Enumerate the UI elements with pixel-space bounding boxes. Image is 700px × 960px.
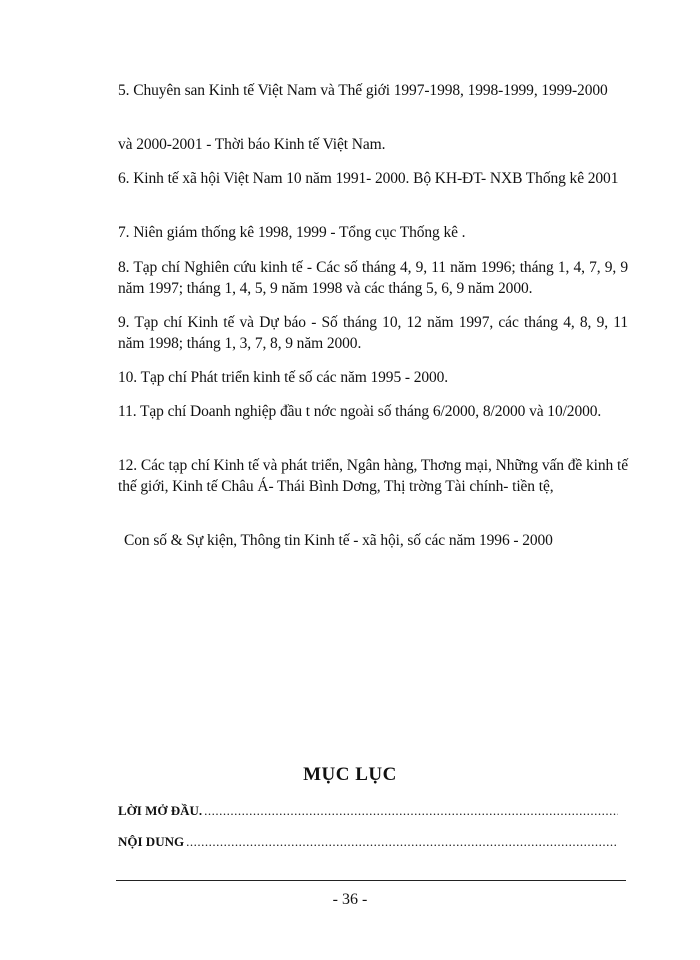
reference-item: và 2000-2001 - Thời báo Kinh tế Việt Nam. (118, 136, 386, 153)
reference-item: 5. Chuyên san Kinh tế Việt Nam và Thế giới 1997-1998, 1998-1999, 1999-2000 (118, 82, 608, 99)
toc-title: MỤC LỤC (303, 764, 397, 785)
reference-item: 9. Tạp chí Kinh tế và Dự báo - Số tháng 10, 12 năm 1997, các tháng 4, 8, 9, 11 năm 1998; tháng 1, 3, 7, 8, 9 năm 2000. (118, 314, 628, 352)
toc-dot-leader (204, 803, 618, 819)
toc-entry-noi-dung[interactable] (118, 834, 618, 850)
toc-dot-leader (186, 834, 618, 850)
reference-item: 8. Tạp chí Nghiên cứu kinh tế - Các số tháng 4, 9, 11 năm 1996; tháng 1, 4, 7, 9, 9 năm 1997; tháng 1, 4, 5, 9 năm 1998 và các tháng 5, 6, 9 năm 2000. (118, 259, 628, 297)
reference-item: Con số & Sự kiện, Thông tin Kinh tế - xã hội, số các năm 1996 - 2000 (124, 532, 553, 549)
page-number: - 36 - (332, 891, 368, 908)
footer-divider (116, 880, 626, 881)
reference-item: 6. Kinh tế xã hội Việt Nam 10 năm 1991- 2000. Bộ KH-ĐT- NXB Thống kê 2001 (118, 170, 619, 187)
toc-entry-loi-mo-dau[interactable] (118, 803, 618, 819)
reference-item: 10. Tạp chí Phát triển kinh tế số các năm 1995 - 2000. (118, 369, 449, 386)
reference-item: 7. Niên giám thống kê 1998, 1999 - Tổng cục Thống kê . (118, 224, 466, 241)
toc-entry-label: NỘI DUNG (118, 834, 185, 849)
reference-item: 11. Tạp chí Doanh nghiệp đầu t nớc ngoài số tháng 6/2000, 8/2000 và 10/2000. (118, 403, 602, 420)
toc-entry-label: LỜI MỞ ĐẦU. (118, 803, 203, 818)
reference-item: 12. Các tạp chí Kinh tế và phát triển, Ngân hàng, Thơng mại, Những vấn đề kinh tế thế giới, Kinh tế Châu Á- Thái Bình Dơng, Thị trờng Tài chính- tiền tệ, (118, 457, 628, 495)
